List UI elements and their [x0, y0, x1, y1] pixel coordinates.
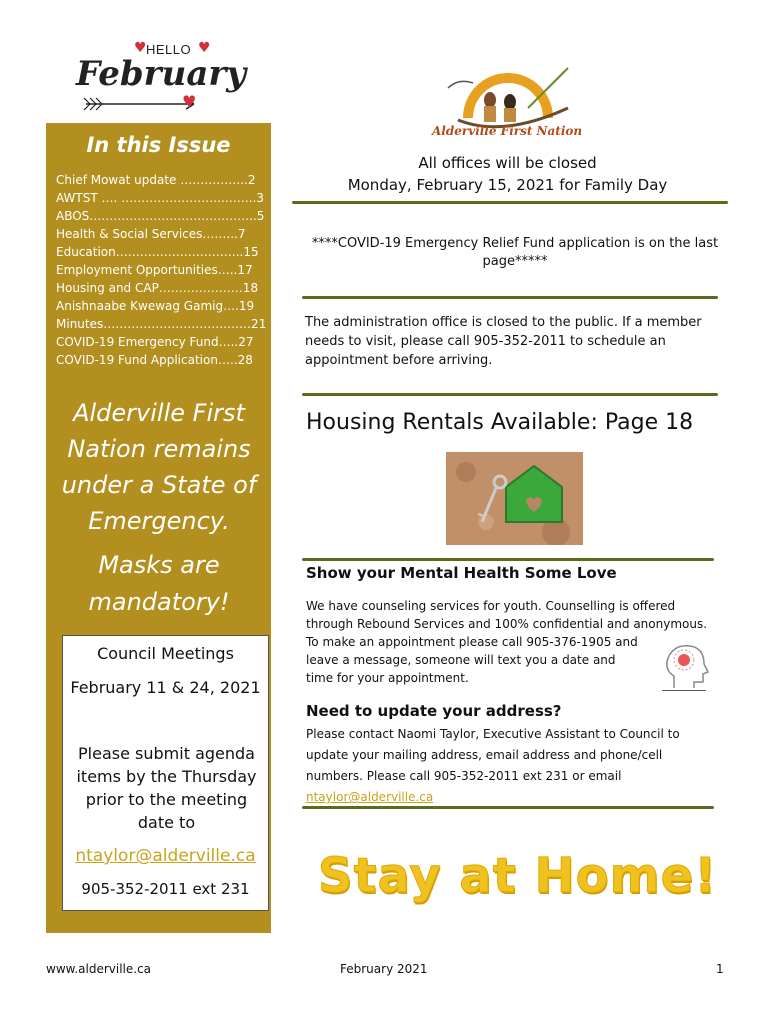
council-phone: 905-352-2011 ext 231 [81, 880, 250, 898]
council-agenda-note [73, 742, 260, 834]
covid-note-line: page***** [482, 254, 548, 269]
covid-note-line: ****COVID-19 Emergency Relief Fund application is on the last [311, 236, 719, 251]
toc-item: Employment Opportunities…..17 [56, 263, 253, 277]
address-line: update your mailing address, email address and phone/cell [306, 748, 663, 762]
footer-website: www.alderville.ca [46, 962, 152, 976]
february-script: February [76, 54, 247, 94]
mental-line: leave a message, someone will text you a date and [306, 653, 616, 667]
agenda-line: date to [137, 813, 196, 832]
mental-line: through Rebound Services and 100% confidential and anonymous. [306, 617, 708, 631]
mental-line: To make an appointment please call 905-376-1905 and [306, 635, 638, 649]
masks-line: Masks are [98, 551, 220, 579]
toc-item: Minutes………………………….……21 [56, 317, 267, 331]
agenda-line: items by the Thursday [76, 767, 257, 786]
masks-notice [52, 547, 266, 621]
page-number: 1 [716, 962, 724, 976]
address-line: numbers. Please call 905-352-2011 ext 231 or email [306, 769, 622, 783]
address-line: Please contact Naomi Taylor, Executive Assistant to Council to [306, 727, 680, 741]
toc-item: Health & Social Services……...7 [56, 227, 246, 241]
offices-line: All offices will be closed [418, 154, 597, 172]
heart-icon: ♥ [134, 40, 147, 56]
housing-heading: Housing Rentals Available: Page 18 [306, 410, 694, 435]
toc-item: Anishnaabe Kwewag Gamig….19 [56, 299, 255, 313]
toc-item: AWTST …. ……………………..……..3 [56, 191, 265, 205]
head-heart-icon [660, 640, 712, 694]
offices-closed-notice [290, 152, 725, 196]
organization-name: Alderville First Nation [432, 124, 583, 138]
heart-icon: ♥ [182, 92, 197, 111]
hello-label: HELLO [146, 42, 192, 57]
mental-health-heading: Show your Mental Health Some Love [306, 564, 617, 582]
divider [302, 393, 718, 396]
emergency-line: Emergency. [88, 507, 230, 535]
sidebar [46, 123, 271, 933]
council-dates: February 11 & 24, 2021 [70, 678, 261, 697]
emergency-notice [52, 395, 266, 539]
covid-fund-note [300, 235, 730, 271]
divider [302, 558, 714, 561]
hello-february-logo [72, 38, 247, 118]
house-key-image [446, 452, 583, 545]
address-email-link[interactable]: ntaylor@alderville.ca [306, 790, 434, 804]
mental-line: We have counseling services for youth. Counselling is offered [306, 599, 676, 613]
emergency-line: Alderville First [73, 399, 245, 427]
address-update-text [306, 724, 720, 808]
council-meetings-box [62, 635, 269, 911]
toc-item: COVID-19 Emergency Fund…..27 [56, 335, 254, 349]
agenda-line: prior to the meeting [85, 790, 248, 809]
divider [662, 690, 706, 691]
toc-item: Housing and CAP…………………18 [56, 281, 259, 295]
divider [292, 201, 728, 204]
masks-line: mandatory! [88, 588, 230, 616]
toc-item: Chief Mowat update ……………..2 [56, 173, 256, 187]
agenda-line: Please submit agenda [78, 744, 255, 763]
sidebar-title: In this Issue [86, 133, 231, 157]
table-of-contents [56, 171, 266, 369]
council-heading: Council Meetings [97, 644, 234, 663]
toc-item: ABOS……………………….…………..5 [56, 209, 265, 223]
divider [302, 806, 714, 809]
emergency-line: under a State of [61, 471, 257, 499]
emergency-line: Nation remains [67, 435, 251, 463]
council-email-link[interactable]: ntaylor@alderville.ca [75, 846, 256, 866]
stay-at-home-banner: Stay at Home! [318, 848, 718, 904]
address-heading: Need to update your address? [306, 702, 562, 720]
mental-line: time for your appointment. [306, 671, 469, 685]
divider [302, 296, 718, 299]
heart-icon: ♥ [198, 40, 211, 56]
toc-item: Education…………………………..15 [56, 245, 259, 259]
footer-date: February 2021 [340, 962, 428, 976]
toc-item: COVID-19 Fund Application…..28 [56, 353, 253, 367]
admin-office-notice: The administration office is closed to the public. If a member needs to visit, please call 905-352-2011 to schedule an appointment before arriving. [305, 315, 702, 368]
offices-line: Monday, February 15, 2021 for Family Day [347, 176, 668, 194]
mental-health-text [306, 597, 720, 687]
